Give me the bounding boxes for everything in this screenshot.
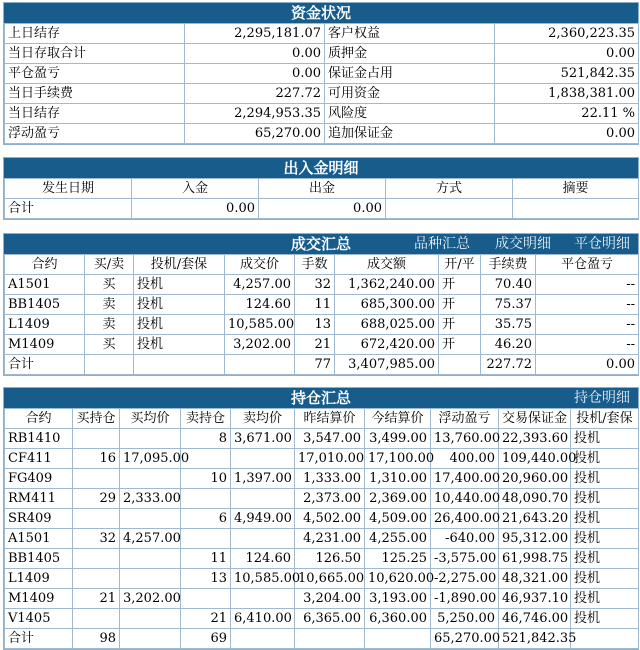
capital-value: 2,294,953.35 xyxy=(185,104,325,124)
table-cell: 4,231.00 xyxy=(295,529,365,549)
table-cell: V1405 xyxy=(5,609,73,629)
total-amount: 3,407,985.00 xyxy=(335,355,439,375)
capital-value: 2,295,181.07 xyxy=(185,24,325,44)
table-cell: -2,275.00 xyxy=(431,569,499,589)
column-header: 浮动盈亏 xyxy=(431,409,499,429)
table-cell: 10,665.00 xyxy=(295,569,365,589)
column-header: 昨结算价 xyxy=(295,409,365,429)
empty-cell xyxy=(571,629,639,649)
empty-cell xyxy=(295,629,365,649)
column-header: 卖持仓 xyxy=(181,409,231,429)
table-cell: 29 xyxy=(73,489,120,509)
column-header: 摘要 xyxy=(513,179,639,199)
close-detail-link[interactable]: 平仓明细 xyxy=(574,236,630,252)
total-buy: 98 xyxy=(73,629,120,649)
cashflow-total-method xyxy=(386,199,513,219)
cashflow-title: 出入金明细 xyxy=(283,159,359,177)
table-row xyxy=(5,295,639,315)
table-row xyxy=(5,489,639,509)
table-cell: 688,025.00 xyxy=(335,315,439,335)
table-cell: 13,760.00 xyxy=(431,429,499,449)
table-cell: 21 xyxy=(295,335,335,355)
trades-section xyxy=(3,233,639,376)
table-cell xyxy=(231,449,295,469)
table-cell xyxy=(181,529,231,549)
table-cell: 3,547.00 xyxy=(295,429,365,449)
table-cell: 买 xyxy=(85,335,134,355)
capital-label: 上日结存 xyxy=(5,24,185,44)
capital-label: 可用资金 xyxy=(325,84,495,104)
capital-label: 风险度 xyxy=(325,104,495,124)
capital-row xyxy=(5,84,639,104)
table-cell xyxy=(181,489,231,509)
table-cell: 46.20 xyxy=(481,335,536,355)
table-cell: FG409 xyxy=(5,469,73,489)
empty-cell xyxy=(134,355,225,375)
table-cell: 32 xyxy=(73,529,120,549)
table-row xyxy=(5,509,639,529)
table-cell: 109,440.00 xyxy=(499,449,571,469)
capital-value: 0.00 xyxy=(185,64,325,84)
capital-value: 2,360,223.35 xyxy=(495,24,639,44)
table-cell: 投机 xyxy=(571,449,639,469)
table-cell xyxy=(231,489,295,509)
column-header: 开/平 xyxy=(439,255,481,275)
table-row xyxy=(5,529,639,549)
table-cell: CF411 xyxy=(5,449,73,469)
positions-section xyxy=(3,387,639,650)
table-cell: 买 xyxy=(85,275,134,295)
table-row xyxy=(5,469,639,489)
table-cell: 5,250.00 xyxy=(431,609,499,629)
table-cell: 70.40 xyxy=(481,275,536,295)
table-cell xyxy=(120,509,181,529)
capital-label: 当日手续费 xyxy=(5,84,185,104)
capital-label: 当日存取合计 xyxy=(5,44,185,64)
column-header: 交易保证金 xyxy=(499,409,571,429)
table-cell: 10,585.00 xyxy=(225,315,295,335)
total-sell: 69 xyxy=(181,629,231,649)
capital-label: 当日结存 xyxy=(5,104,185,124)
cashflow-section xyxy=(3,157,639,220)
trades-table xyxy=(4,254,639,375)
cashflow-table xyxy=(4,178,639,219)
table-cell: 32 xyxy=(295,275,335,295)
cashflow-header-row xyxy=(5,179,639,199)
empty-cell xyxy=(365,629,431,649)
table-cell: 21 xyxy=(73,589,120,609)
table-cell xyxy=(120,469,181,489)
empty-cell xyxy=(225,355,295,375)
table-cell: -1,890.00 xyxy=(431,589,499,609)
total-fee: 227.72 xyxy=(481,355,536,375)
capital-label: 浮动盈亏 xyxy=(5,124,185,144)
table-cell: 6 xyxy=(181,509,231,529)
table-cell: 61,998.75 xyxy=(499,549,571,569)
table-cell: 4,257.00 xyxy=(225,275,295,295)
table-cell: 4,502.00 xyxy=(295,509,365,529)
table-cell xyxy=(73,609,120,629)
empty-cell xyxy=(231,629,295,649)
table-cell: 17,095.00 xyxy=(120,449,181,469)
table-cell: 2,369.00 xyxy=(365,489,431,509)
capital-title: 资金状况 xyxy=(290,4,351,22)
table-cell xyxy=(73,569,120,589)
table-cell: RM411 xyxy=(5,489,73,509)
column-header: 平仓盈亏 xyxy=(536,255,639,275)
table-cell: 13 xyxy=(295,315,335,335)
table-cell: 8 xyxy=(181,429,231,449)
table-cell: 46,746.00 xyxy=(499,609,571,629)
table-cell: 125.25 xyxy=(365,549,431,569)
cashflow-total-label: 合计 xyxy=(5,199,132,219)
table-cell: 3,202.00 xyxy=(225,335,295,355)
table-cell: 21,643.20 xyxy=(499,509,571,529)
positions-header-row xyxy=(5,409,639,429)
table-cell: 6,360.00 xyxy=(365,609,431,629)
table-cell xyxy=(120,609,181,629)
positions-table xyxy=(4,408,639,649)
column-header: 出金 xyxy=(259,179,386,199)
capital-label: 平仓盈亏 xyxy=(5,64,185,84)
table-cell: 13 xyxy=(181,569,231,589)
table-cell xyxy=(181,589,231,609)
table-cell: 10 xyxy=(181,469,231,489)
table-cell: 124.60 xyxy=(225,295,295,315)
table-cell: 124.60 xyxy=(231,549,295,569)
column-header: 买均价 xyxy=(120,409,181,429)
table-cell: 48,090.70 xyxy=(499,489,571,509)
variety-summary-link[interactable]: 品种汇总 xyxy=(414,236,470,252)
table-cell: 11 xyxy=(295,295,335,315)
table-cell: 20,960.00 xyxy=(499,469,571,489)
table-cell: 3,204.00 xyxy=(295,589,365,609)
table-cell: 开 xyxy=(439,295,481,315)
table-cell: M1409 xyxy=(5,335,85,355)
table-cell: 投机 xyxy=(571,569,639,589)
table-cell: 卖 xyxy=(85,315,134,335)
column-header: 入金 xyxy=(132,179,259,199)
table-cell: A1501 xyxy=(5,275,85,295)
empty-cell xyxy=(439,355,481,375)
total-label: 合计 xyxy=(5,355,85,375)
positions-total-row xyxy=(5,629,639,649)
table-cell: L1409 xyxy=(5,315,85,335)
table-row xyxy=(5,549,639,569)
table-cell: 投机 xyxy=(571,549,639,569)
table-cell: 95,312.00 xyxy=(499,529,571,549)
table-cell: 4,509.00 xyxy=(365,509,431,529)
table-cell: M1409 xyxy=(5,589,73,609)
table-cell: L1409 xyxy=(5,569,73,589)
column-header: 手续费 xyxy=(481,255,536,275)
table-cell: 685,300.00 xyxy=(335,295,439,315)
total-pnl: 65,270.00 xyxy=(431,629,499,649)
table-cell: 3,499.00 xyxy=(365,429,431,449)
table-row xyxy=(5,609,639,629)
capital-header xyxy=(4,3,638,23)
capital-label: 客户权益 xyxy=(325,24,495,44)
table-row xyxy=(5,429,639,449)
trade-detail-link[interactable]: 成交明细 xyxy=(495,236,551,252)
table-cell: 投机 xyxy=(571,489,639,509)
total-lots: 77 xyxy=(295,355,335,375)
table-cell xyxy=(120,429,181,449)
table-cell: 4,949.00 xyxy=(231,509,295,529)
capital-row xyxy=(5,124,639,144)
table-cell: -- xyxy=(536,315,639,335)
table-cell: 投机 xyxy=(571,469,639,489)
capital-value: 0.00 xyxy=(495,44,639,64)
capital-value: 521,842.35 xyxy=(495,64,639,84)
table-cell: 开 xyxy=(439,335,481,355)
column-header: 投机/套保 xyxy=(571,409,639,429)
table-cell: 6,365.00 xyxy=(295,609,365,629)
column-header: 合约 xyxy=(5,255,85,275)
table-cell: 10,440.00 xyxy=(431,489,499,509)
capital-row xyxy=(5,64,639,84)
table-cell: RB1410 xyxy=(5,429,73,449)
capital-label: 追加保证金 xyxy=(325,124,495,144)
table-cell: 75.37 xyxy=(481,295,536,315)
table-cell xyxy=(73,509,120,529)
cashflow-total-out: 0.00 xyxy=(259,199,386,219)
capital-value: 0.00 xyxy=(185,44,325,64)
capital-value: 22.11 % xyxy=(495,104,639,124)
table-cell xyxy=(231,529,295,549)
table-cell: -- xyxy=(536,335,639,355)
trades-total-row xyxy=(5,355,639,375)
table-row xyxy=(5,315,639,335)
capital-row xyxy=(5,24,639,44)
table-cell xyxy=(120,569,181,589)
table-cell: A1501 xyxy=(5,529,73,549)
column-header: 买/卖 xyxy=(85,255,134,275)
table-cell: 开 xyxy=(439,275,481,295)
table-cell: BB1405 xyxy=(5,549,73,569)
table-row xyxy=(5,589,639,609)
empty-cell xyxy=(120,629,181,649)
table-cell: 6,410.00 xyxy=(231,609,295,629)
table-cell: 1,333.00 xyxy=(295,469,365,489)
capital-row xyxy=(5,44,639,64)
column-header: 买持仓 xyxy=(73,409,120,429)
table-cell: 投机 xyxy=(134,315,225,335)
table-cell: 21 xyxy=(181,609,231,629)
table-row xyxy=(5,449,639,469)
table-cell: 投机 xyxy=(571,509,639,529)
capital-value: 65,270.00 xyxy=(185,124,325,144)
column-header: 方式 xyxy=(386,179,513,199)
cashflow-total-in: 0.00 xyxy=(132,199,259,219)
column-header: 成交额 xyxy=(335,255,439,275)
table-row xyxy=(5,569,639,589)
column-header: 成交价 xyxy=(225,255,295,275)
table-cell xyxy=(73,429,120,449)
trades-header-row xyxy=(5,255,639,275)
table-cell: 126.50 xyxy=(295,549,365,569)
table-cell: -- xyxy=(536,295,639,315)
table-cell: -640.00 xyxy=(431,529,499,549)
column-header: 今结算价 xyxy=(365,409,431,429)
table-cell: 投机 xyxy=(134,295,225,315)
table-cell: 1,362,240.00 xyxy=(335,275,439,295)
capital-value: 1,838,381.00 xyxy=(495,84,639,104)
column-header: 手数 xyxy=(295,255,335,275)
table-cell: 17,100.00 xyxy=(365,449,431,469)
column-header: 卖均价 xyxy=(231,409,295,429)
table-cell xyxy=(231,589,295,609)
table-cell: 2,333.00 xyxy=(120,489,181,509)
table-row xyxy=(5,275,639,295)
total-margin: 521,842.35 xyxy=(499,629,571,649)
table-cell: 4,257.00 xyxy=(120,529,181,549)
table-cell: -3,575.00 xyxy=(431,549,499,569)
capital-label: 质押金 xyxy=(325,44,495,64)
trades-header xyxy=(4,234,638,254)
table-cell: 26,400.00 xyxy=(431,509,499,529)
capital-row xyxy=(5,104,639,124)
table-cell: 10,585.00 xyxy=(231,569,295,589)
table-cell: 3,202.00 xyxy=(120,589,181,609)
trades-title: 成交汇总 xyxy=(290,235,351,253)
table-cell: SR409 xyxy=(5,509,73,529)
capital-value: 227.72 xyxy=(185,84,325,104)
table-cell: 开 xyxy=(439,315,481,335)
table-cell xyxy=(73,469,120,489)
table-cell: 投机 xyxy=(134,335,225,355)
table-cell: 3,193.00 xyxy=(365,589,431,609)
total-pnl: 0.00 xyxy=(536,355,639,375)
table-cell: 48,321.00 xyxy=(499,569,571,589)
table-cell: 400.00 xyxy=(431,449,499,469)
positions-title: 持仓汇总 xyxy=(290,389,351,407)
table-cell: 4,255.00 xyxy=(365,529,431,549)
position-detail-link[interactable]: 持仓明细 xyxy=(574,390,630,406)
table-cell: 3,671.00 xyxy=(231,429,295,449)
table-cell: 卖 xyxy=(85,295,134,315)
cashflow-total-row xyxy=(5,199,639,219)
table-cell: BB1405 xyxy=(5,295,85,315)
table-cell: 投机 xyxy=(571,529,639,549)
capital-value: 0.00 xyxy=(495,124,639,144)
capital-label: 保证金占用 xyxy=(325,64,495,84)
table-cell: 22,393.60 xyxy=(499,429,571,449)
table-cell: 投机 xyxy=(571,429,639,449)
table-cell: 投机 xyxy=(571,589,639,609)
table-cell: 1,310.00 xyxy=(365,469,431,489)
table-cell: -- xyxy=(536,275,639,295)
column-header: 合约 xyxy=(5,409,73,429)
table-cell: 35.75 xyxy=(481,315,536,335)
capital-table xyxy=(4,23,639,144)
table-row xyxy=(5,335,639,355)
positions-header xyxy=(4,388,638,408)
table-cell xyxy=(73,549,120,569)
total-label: 合计 xyxy=(5,629,73,649)
table-cell: 10,620.00 xyxy=(365,569,431,589)
table-cell: 投机 xyxy=(134,275,225,295)
capital-section xyxy=(3,2,639,145)
table-cell: 2,373.00 xyxy=(295,489,365,509)
column-header: 投机/套保 xyxy=(134,255,225,275)
table-cell: 672,420.00 xyxy=(335,335,439,355)
empty-cell xyxy=(85,355,134,375)
table-cell: 16 xyxy=(73,449,120,469)
table-cell: 17,010.00 xyxy=(295,449,365,469)
table-cell xyxy=(120,549,181,569)
table-cell: 投机 xyxy=(571,609,639,629)
table-cell: 11 xyxy=(181,549,231,569)
table-cell: 17,400.00 xyxy=(431,469,499,489)
table-cell: 46,937.10 xyxy=(499,589,571,609)
cashflow-header xyxy=(4,158,638,178)
column-header: 发生日期 xyxy=(5,179,132,199)
cashflow-total-memo xyxy=(513,199,639,219)
table-cell: 1,397.00 xyxy=(231,469,295,489)
